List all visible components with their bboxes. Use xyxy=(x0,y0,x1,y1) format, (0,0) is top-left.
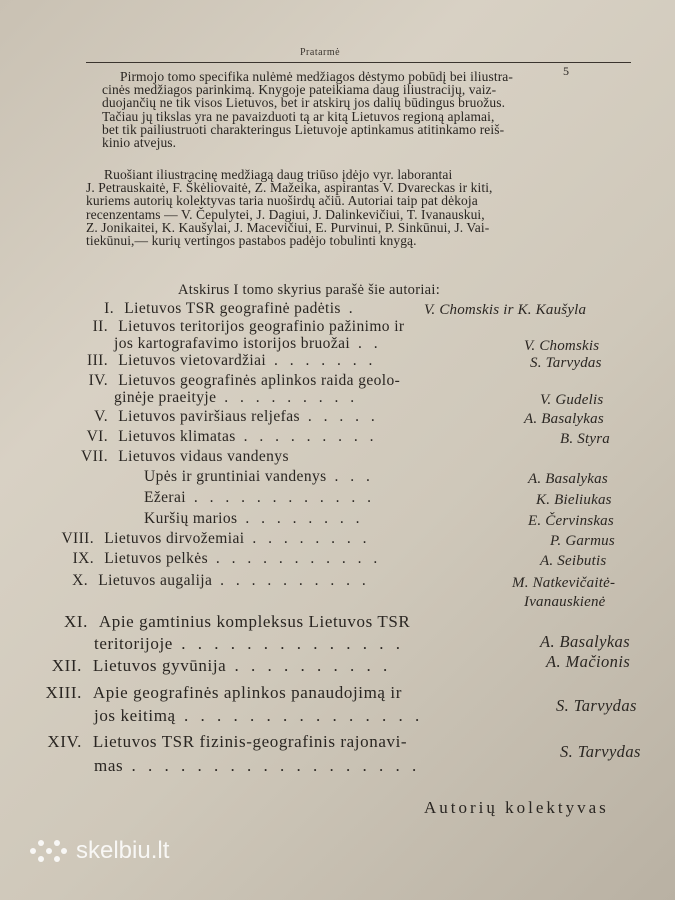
chapter-title: Lietuvos klimatas xyxy=(118,428,236,445)
subchapter-title: Kuršių marios xyxy=(144,510,238,527)
chapter-row xyxy=(86,300,357,318)
chapter-author: A. Mačionis xyxy=(546,652,631,671)
chapter-title: Lietuvos vidaus vandenys xyxy=(118,448,289,465)
chapter-row xyxy=(78,428,377,446)
leader-dots: . . . . . . . . . . . xyxy=(208,550,382,567)
chapter-author: V. Chomskis xyxy=(524,338,600,354)
chapter-title: ginėje praeityje xyxy=(114,389,217,406)
chapter-number: XIII. xyxy=(45,683,82,702)
subchapter-row xyxy=(144,489,375,507)
paragraph-line: kinio atvejus. xyxy=(102,135,177,151)
chapter-title: teritorijoje xyxy=(94,634,173,653)
chapter-row xyxy=(34,732,407,752)
chapter-author: A. Basalykas xyxy=(524,411,604,427)
subchapter-row xyxy=(144,468,374,486)
chapter-row-cont xyxy=(94,634,404,654)
chapter-row xyxy=(62,550,381,568)
chapter-title: Lietuvos vietovardžiai xyxy=(118,352,267,369)
chapter-author: V. Gudelis xyxy=(540,392,604,408)
chapter-row xyxy=(50,530,370,548)
chapter-author: E. Červinskas xyxy=(528,513,614,529)
subchapter-title: Ežerai xyxy=(144,489,186,506)
paragraph-1 xyxy=(102,70,513,149)
subchapter-title: Upės ir gruntiniai vandenys xyxy=(144,468,327,485)
paragraph-line: tiekūnui,— kurių vertingos pastabos padėjo tobulinti knygą. xyxy=(86,233,417,249)
chapter-author: A. Basalykas xyxy=(528,471,608,487)
chapter-author: A. Seibutis xyxy=(540,553,607,569)
chapter-row xyxy=(78,372,400,390)
chapter-row-cont xyxy=(94,756,420,776)
paragraph-line: Pirmojo tomo specifika nulėmė medžiagos dėstymo pobūdį bei iliustra- xyxy=(120,69,513,84)
chapter-author: B. Styra xyxy=(560,431,610,447)
chapter-row xyxy=(70,448,289,466)
leader-dots: . . . . . . . . . . . . . . xyxy=(172,634,404,653)
chapter-title: Lietuvos geografinės aplinkos raida geolo- xyxy=(118,372,401,389)
running-header: Pratarmė xyxy=(300,47,341,58)
paragraph-line: J. Petrauskaitė, F. Škėliovaitė, Z. Mažeika, aspirantas V. Dvareckas ir kiti, xyxy=(86,180,493,196)
paragraph-line: Ruošiant iliustracinę medžiagą daug triūso įdėjo vyr. laborantai xyxy=(104,167,453,182)
leader-dots: . . . . . . . . . . . . . . . xyxy=(175,706,424,725)
paragraph-2 xyxy=(86,168,493,247)
chapter-title: Lietuvos paviršiaus reljefas xyxy=(118,408,300,425)
chapter-title: Lietuvos gyvūnija xyxy=(92,656,227,675)
chapter-number: VII. xyxy=(81,448,108,465)
chapter-number: IV. xyxy=(88,372,108,389)
chapter-title: Lietuvos augalija xyxy=(98,572,213,589)
paragraph-line: Tačiau jų tikslas yra ne pavaizduoti tą ar kitą Lietuvos regioną aplamai, xyxy=(102,108,495,124)
chapter-number: XI. xyxy=(64,612,88,631)
chapter-number: XIV. xyxy=(47,732,82,751)
chapter-title: Lietuvos TSR geografinė padėtis xyxy=(124,300,341,317)
leader-dots: . . . . . . . . . . . . . . . . . . xyxy=(123,756,421,775)
chapter-author: S. Tarvydas xyxy=(530,355,602,371)
chapter-author: K. Bieliukas xyxy=(536,492,612,508)
paragraph-line: kuriems autorių kolektyvas taria nuoširdų ačiū. Autoriai taip pat dėkoja xyxy=(86,193,478,209)
paragraph-line: bet tik pailiustruoti charakteringus Lietuvoje aptinkamus atitinkamo reiš- xyxy=(102,121,505,137)
leader-dots: . . . . . . . . xyxy=(237,510,364,527)
chapter-author: M. Natkevičaitė- xyxy=(512,575,616,591)
watermark-text: skelbiu.lt xyxy=(76,837,170,864)
chapter-number: X. xyxy=(72,572,88,589)
chapter-row xyxy=(36,683,402,703)
chapter-row xyxy=(58,612,410,632)
chapter-row-cont xyxy=(114,389,358,407)
leader-dots: . . . . . . . xyxy=(266,352,377,369)
chapter-title: jos keitimą xyxy=(94,706,176,725)
chapter-author: S. Tarvydas xyxy=(556,696,637,715)
paragraph-line: duojančių ne tik visos Lietuvos, bet ir atskirų jos dalių būdingus bruožus. xyxy=(102,95,506,111)
leader-dots: . . xyxy=(350,335,382,352)
chapter-title: Lietuvos pelkės xyxy=(104,550,208,567)
leader-dots: . xyxy=(340,300,357,317)
chapter-number: III. xyxy=(87,352,108,369)
chapter-number: VIII. xyxy=(61,530,94,547)
chapter-row xyxy=(78,352,376,370)
paragraph-line: cinės medžiagos parinkimą. Knygoje pateikiama daug iliustracijų, vaiz- xyxy=(102,82,497,98)
chapter-title: jos kartografavimo istorijos bruožai xyxy=(114,335,351,352)
chapter-title: Lietuvos dirvožemiai xyxy=(104,530,245,547)
header-rule xyxy=(86,62,631,63)
page-number: 5 xyxy=(563,64,569,78)
authors-intro: Atskirus I tomo skyrius parašė šie autoriai: xyxy=(178,282,441,298)
skelbiu-logo-icon xyxy=(30,836,68,866)
paragraph-line: Z. Jonikaitei, K. Kaušylai, J. Macevičiui, E. Purvinui, P. Sinkūnui, J. Vai- xyxy=(86,219,490,235)
leader-dots: . . . . . . . . . . xyxy=(212,572,370,589)
chapter-author: P. Garmus xyxy=(550,533,615,549)
chapter-author: V. Chomskis ir K. Kaušyla xyxy=(424,302,587,318)
paragraph-line: recenzentams — V. Čepulytei, J. Dagiui, J. Dalinkevičiui, T. Ivanauskui, xyxy=(86,206,485,222)
leader-dots: . . . xyxy=(326,468,374,485)
chapter-title: mas xyxy=(94,756,124,775)
chapter-number: VI. xyxy=(86,428,108,445)
chapter-number: V. xyxy=(94,408,108,425)
leader-dots: . . . . . . . . . . xyxy=(226,656,392,675)
chapter-row-cont xyxy=(114,335,382,353)
subchapter-row xyxy=(144,510,363,528)
chapter-author: S. Tarvydas xyxy=(560,742,641,761)
leader-dots: . . . . . . . . . . . . xyxy=(185,489,375,506)
leader-dots: . . . . . xyxy=(299,408,379,425)
chapter-author: A. Basalykas xyxy=(540,632,631,651)
chapter-number: II. xyxy=(92,318,108,335)
leader-dots: . . . . . . . . . xyxy=(235,428,378,445)
chapter-number: IX. xyxy=(72,550,94,567)
chapter-title: Lietuvos teritorijos geografinio pažinimo ir xyxy=(118,318,405,335)
skelbiu-watermark xyxy=(30,836,169,866)
chapter-number: I. xyxy=(104,300,114,317)
chapter-number: XII. xyxy=(51,656,82,675)
chapter-title: Apie geografinės aplinkos panaudojimą ir xyxy=(92,683,402,702)
chapter-title: Apie gamtinius kompleksus Lietuvos TSR xyxy=(98,612,411,631)
chapter-title: Lietuvos TSR fizinis-geografinis rajonavi- xyxy=(92,732,408,751)
signature: Autorių kolektyvas xyxy=(424,798,609,817)
chapter-author: Ivanauskienė xyxy=(524,594,606,610)
chapter-row xyxy=(44,656,391,676)
chapter-row xyxy=(84,408,379,426)
leader-dots: . . . . . . . . xyxy=(244,530,371,547)
chapter-row xyxy=(86,318,404,336)
leader-dots: . . . . . . . . . xyxy=(216,389,359,406)
chapter-row-cont xyxy=(94,706,423,726)
chapter-row xyxy=(62,572,370,590)
